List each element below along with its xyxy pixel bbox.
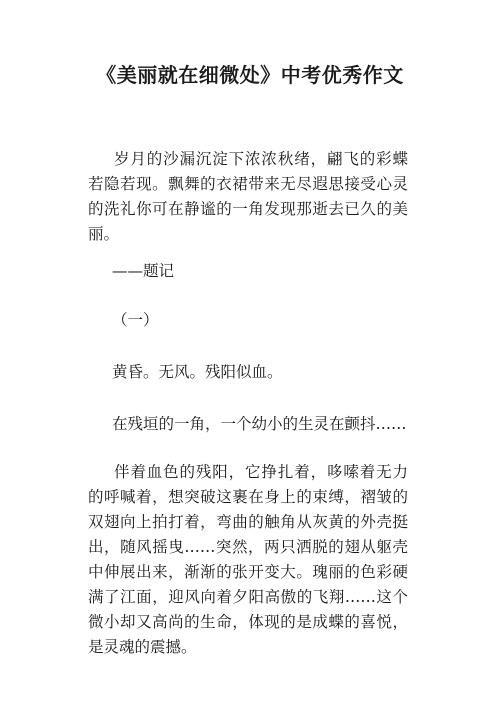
paragraph-epigraph-attribution: ——题记 bbox=[112, 262, 175, 280]
paragraph-dusk: 黄昏。无风。残阳似血。 bbox=[112, 363, 283, 381]
paragraph-intro: 岁月的沙漏沉淀下浓浓秋绪，翩飞的彩蝶若隐若现。飘舞的衣裙带来无尽遐思接受心灵的洗礼你可在静谧的一角发现那逝去已久的美丽。 bbox=[88, 150, 408, 243]
page-title: 《美丽就在细微处》中考优秀作文 bbox=[96, 63, 404, 87]
paragraph-creature: 在残垣的一角，一个幼小的生灵在颤抖…… bbox=[112, 415, 407, 433]
paragraph-metamorphosis: 伴着血色的残阳，它挣扎着，哆嗦着无力的呼喊着，想突破这裹在身上的束缚，褶皱的双翅向上拍打着，弯曲的触角从灰黄的外壳挺出，随风摇曳……突然，两只洒脱的翅从躯壳中伸展出来，渐渐的张开变大。瑰丽的色彩硬满了江面，迎风向着夕阳高傲的飞翔……这个微小却又高尚的生命，体现的是成蝶的喜悦，是灵魂的震撼。 bbox=[88, 463, 408, 656]
section-heading-one: （一） bbox=[112, 311, 159, 329]
